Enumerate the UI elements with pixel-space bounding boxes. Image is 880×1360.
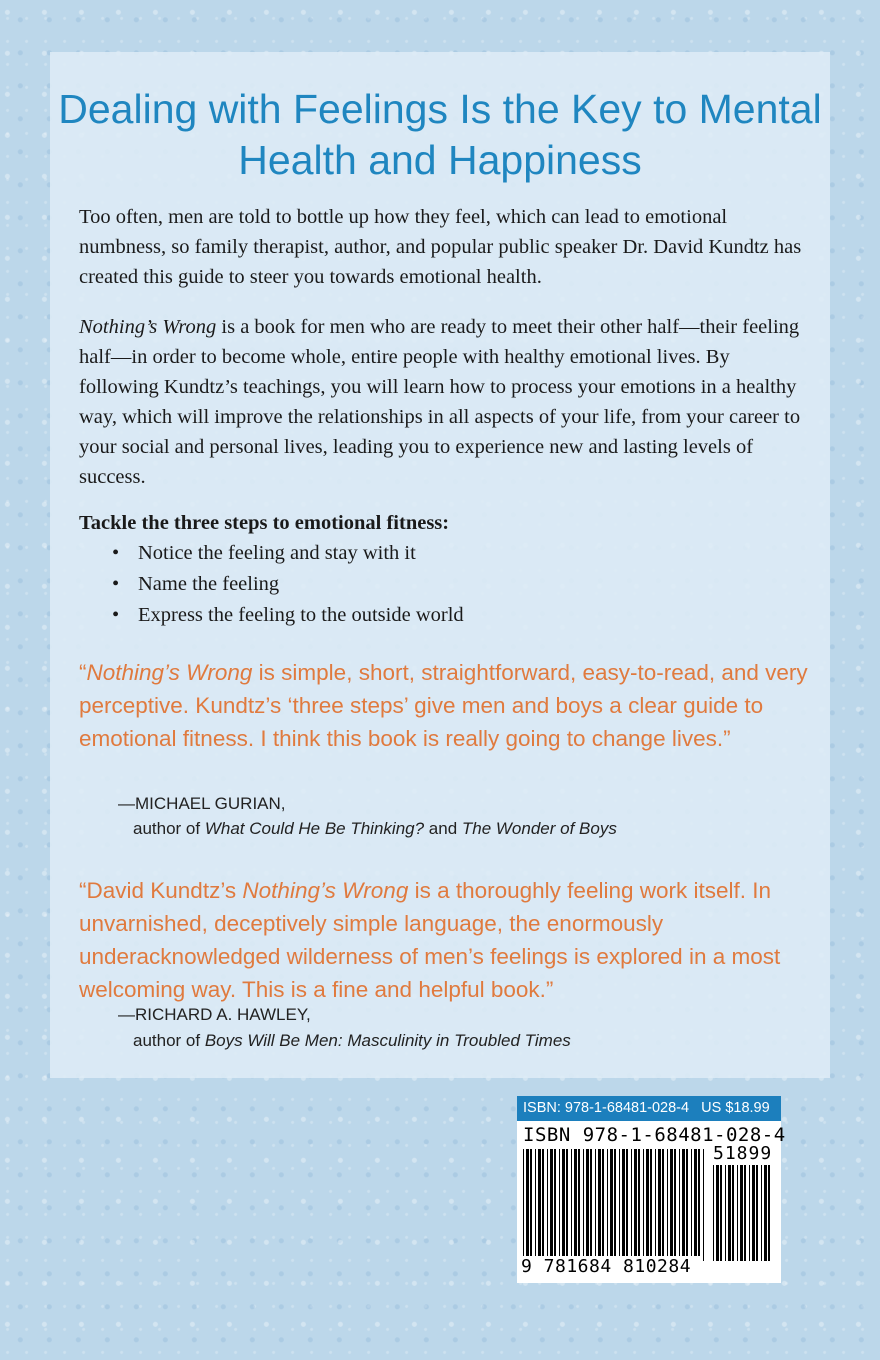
source-book: The Wonder of Boys: [461, 819, 617, 838]
barcode-addon-number: 51899: [713, 1143, 773, 1164]
barcode-bar: [682, 1149, 685, 1261]
source-prefix: author of: [133, 819, 205, 838]
quote-book-title: Nothing’s Wrong: [86, 660, 253, 685]
price-label: US $18.99: [701, 1100, 770, 1116]
source-book: What Could He Be Thinking?: [204, 819, 425, 838]
barcode-bar: [658, 1149, 661, 1261]
barcode-bar: [728, 1165, 731, 1261]
barcode-bar: [756, 1165, 758, 1261]
barcode-bar: [614, 1149, 616, 1261]
barcode-bar: [538, 1149, 541, 1261]
source-prefix: author of: [133, 1031, 205, 1050]
quote-gurian: [79, 656, 819, 755]
barcode-bar: [607, 1149, 608, 1261]
source-and: and: [424, 819, 462, 838]
barcode-bar: [737, 1165, 738, 1261]
barcode-bar: [698, 1149, 700, 1261]
barcode-bar: [655, 1149, 656, 1261]
barcode-bar: [764, 1165, 767, 1261]
barcode-addon-icon: [713, 1165, 773, 1261]
barcode-bar: [720, 1165, 722, 1261]
barcode-bar: [571, 1149, 572, 1261]
list-item: [112, 569, 464, 600]
barcode-bar: [694, 1149, 697, 1261]
barcode-bar: [667, 1149, 668, 1261]
barcode-bar: [598, 1149, 601, 1261]
barcode-bar: [674, 1149, 676, 1261]
headline: Dealing with Feelings Is the Key to Mental Health and Happiness: [58, 86, 822, 183]
barcode-bar: [626, 1149, 628, 1261]
barcode-bar: [619, 1149, 620, 1261]
barcode-main-icon: [523, 1149, 707, 1261]
barcode-bar: [713, 1165, 714, 1261]
barcode-bar: [679, 1149, 680, 1261]
steps-heading: Tackle the three steps to emotional fitness:: [79, 512, 450, 534]
barcode-bar: [686, 1149, 688, 1261]
barcode-bar: [566, 1149, 568, 1261]
barcode-bar: [595, 1149, 596, 1261]
barcode-bar: [768, 1165, 770, 1261]
barcode-bar: [761, 1165, 762, 1261]
barcode-bar: [631, 1149, 632, 1261]
barcode: [517, 1121, 786, 1283]
step-text: Name the feeling: [138, 573, 280, 595]
barcode-bar: [744, 1165, 746, 1261]
barcode-bar: [740, 1165, 743, 1261]
quote-hawley: [79, 874, 819, 1006]
barcode-bar: [610, 1149, 613, 1261]
isbn-label: ISBN: 978-1-68481-028-4: [523, 1100, 690, 1116]
description-text: is a book for men who are ready to meet their other half—their feeling half—in order to become whole, entire people with healthy emotional lives. By following Kundtz’s teachings, you will learn how to process your emotions in a healthy way, which will improve the relationships in all aspects of your life, from your career to your social and personal lives, leading you to experience new and lasting levels of success.: [79, 316, 801, 488]
quote-book-title: Nothing’s Wrong: [242, 878, 409, 903]
barcode-bar: [646, 1149, 649, 1261]
list-item: [112, 600, 464, 631]
intro-paragraph: Too often, men are told to bottle up how they feel, which can lead to emotional numbness, so family therapist, author, and popular public speaker Dr. David Kundtz has created this guide to steer you towards emotional health.: [79, 206, 802, 288]
barcode-bar: [574, 1149, 577, 1261]
barcode-bar: [691, 1149, 692, 1261]
barcode-bar: [542, 1149, 544, 1261]
step-text: Notice the feeling and stay with it: [138, 542, 416, 564]
barcode-bar: [523, 1149, 524, 1261]
barcode-bar: [586, 1149, 589, 1261]
description-paragraph: [79, 312, 809, 492]
barcode-bar: [583, 1149, 584, 1261]
barcode-bar: [562, 1149, 565, 1261]
bullet-icon: •: [112, 604, 120, 626]
step-text: Express the feeling to the outside world: [138, 604, 464, 626]
barcode-bar: [622, 1149, 625, 1261]
quote-text: is simple, short, straightforward, easy-to-read, and very perceptive. Kundtz’s ‘three steps’ give men and boys a clear guide to emotional fitness. I think this book is really going to change lives.”: [79, 660, 808, 751]
bullet-icon: •: [112, 542, 120, 564]
quote-gurian-source: [133, 816, 617, 841]
barcode-bar: [752, 1165, 755, 1261]
quote-open: “: [79, 660, 87, 685]
barcode-isbn-text: ISBN 978-1-68481-028-4: [523, 1124, 786, 1146]
barcode-bar: [547, 1149, 548, 1261]
barcode-bar: [530, 1149, 532, 1261]
barcode-bar: [535, 1149, 536, 1261]
barcode-bar: [526, 1149, 529, 1261]
source-book: Boys Will Be Men: Masculinity in Troubled Times: [204, 1031, 571, 1050]
steps-list: [112, 538, 464, 631]
barcode-bar: [662, 1149, 664, 1261]
barcode-bar: [559, 1149, 560, 1261]
barcode-bar: [638, 1149, 640, 1261]
barcode-bar: [590, 1149, 592, 1261]
barcode-bar: [578, 1149, 580, 1261]
quote-text: “David Kundtz’s: [79, 878, 243, 903]
barcode-bar: [634, 1149, 637, 1261]
list-item: [112, 538, 464, 569]
quote-hawley-author: —RICHARD A. HAWLEY,: [118, 1005, 311, 1024]
quote-text: is a thoroughly feeling work itself. In unvarnished, deceptively simple language, the enormously underacknowledged wilderness of men’s feelings is explored in a most welcoming way. This is a fine and helpful book.”: [79, 878, 781, 1002]
barcode-bar: [725, 1165, 726, 1261]
isbn-price-bar: [517, 1096, 781, 1121]
quote-gurian-author: —MICHAEL GURIAN,: [118, 794, 286, 813]
barcode-bar: [749, 1165, 750, 1261]
bullet-icon: •: [112, 573, 120, 595]
book-title: Nothing’s Wrong: [79, 316, 217, 338]
barcode-bar: [703, 1149, 704, 1261]
barcode-bar: [602, 1149, 604, 1261]
barcode-bar: [650, 1149, 652, 1261]
barcode-bar: [554, 1149, 556, 1261]
barcode-bar: [643, 1149, 644, 1261]
barcode-bar: [732, 1165, 734, 1261]
barcode-bar: [716, 1165, 719, 1261]
quote-hawley-source: [133, 1028, 571, 1053]
barcode-bar: [550, 1149, 553, 1261]
barcode-bar: [670, 1149, 673, 1261]
barcode-digits: 9 781684 810284: [521, 1256, 701, 1278]
